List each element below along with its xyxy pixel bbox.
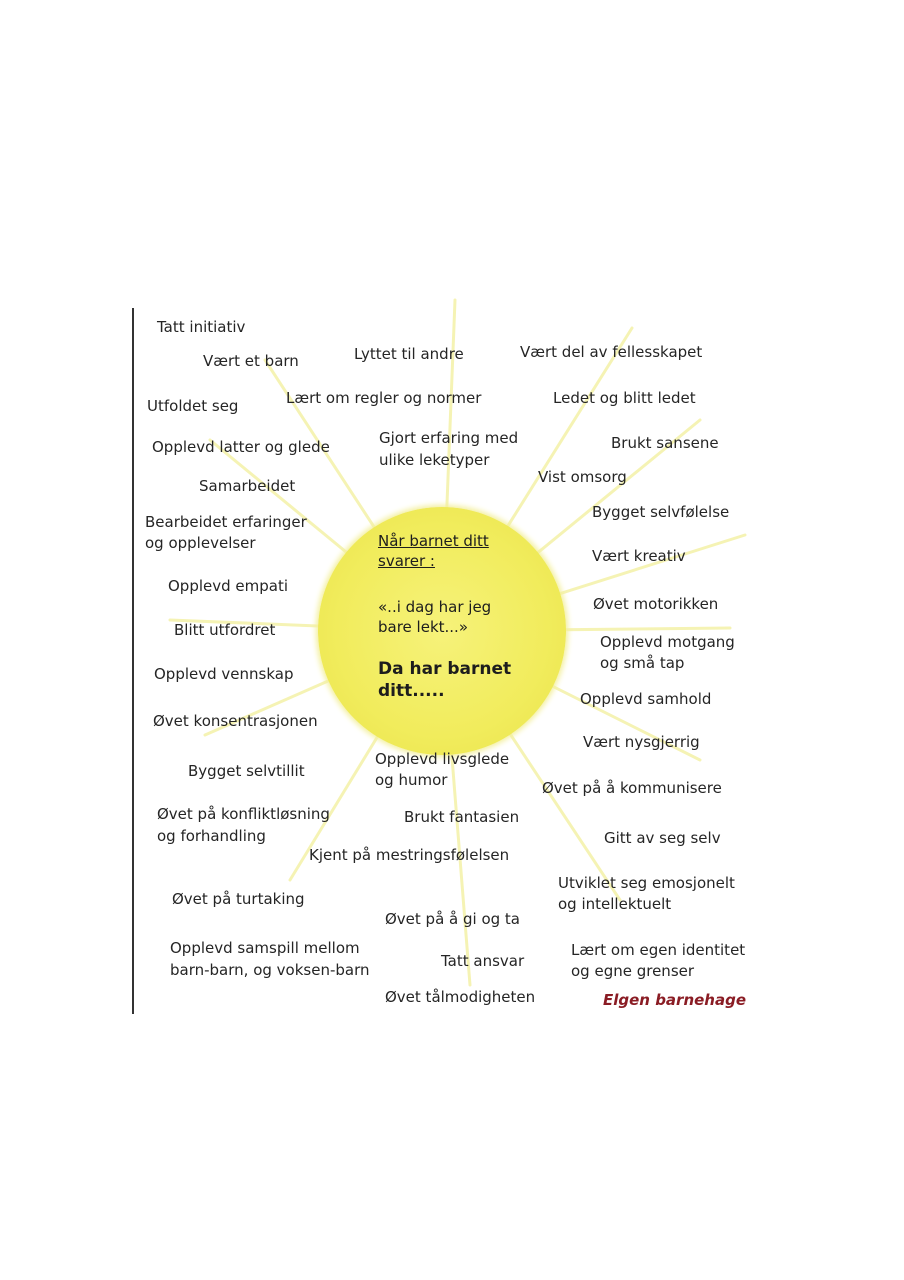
item-vaert-et-barn: Vært et barn [203, 352, 299, 370]
item-vaert-nysgjerrig: Vært nysgjerrig [583, 733, 700, 751]
item-opplevd-samspill-line1: Opplevd samspill mellom [170, 939, 360, 957]
item-gjort-erfaring-line2: ulike leketyper [379, 451, 490, 469]
item-gitt-av-seg-selv: Gitt av seg selv [604, 829, 721, 847]
item-vaert-kreativ: Vært kreativ [592, 547, 686, 565]
item-opplevd-samspill-line2: barn-barn, og voksen-barn [170, 961, 370, 979]
item-opplevd-empati: Opplevd empati [168, 577, 289, 595]
item-samarbeidet: Samarbeidet [199, 477, 296, 495]
center-quote-line2: bare lekt...» [378, 618, 468, 636]
item-bygget-selvfolelse: Bygget selvfølelse [592, 503, 730, 521]
item-utviklet-line1: Utviklet seg emosjonelt [558, 874, 735, 892]
item-ovet-gi-og-ta: Øvet på å gi og ta [385, 910, 520, 928]
item-blitt-utfordret: Blitt utfordret [174, 621, 276, 639]
item-laert-identitet-line1: Lært om egen identitet [571, 941, 746, 959]
item-tatt-initiativ: Tatt initiativ [157, 318, 246, 336]
item-ovet-talmodigheten: Øvet tålmodigheten [385, 988, 536, 1006]
item-opplevd-livsglede-line1: Opplevd livsglede [375, 750, 510, 768]
signature-elgen-barnehage: Elgen barnehage [603, 991, 747, 1009]
item-opplevd-motgang-line1: Opplevd motgang [600, 633, 735, 651]
center-heading-line1: Når barnet ditt [378, 532, 489, 550]
item-bearbeidet-line2: og opplevelser [145, 534, 256, 552]
center-conclusion-line2: ditt..... [378, 681, 445, 701]
item-brukt-fantasien: Brukt fantasien [404, 808, 520, 826]
item-utfoldet-seg: Utfoldet seg [147, 397, 239, 415]
item-ovet-konfliktlosning-line1: Øvet på konfliktløsning [157, 805, 330, 823]
item-ovet-turtaking: Øvet på turtaking [172, 890, 305, 908]
center-heading-line2: svarer : [378, 552, 435, 570]
item-ovet-konsentrasjonen: Øvet konsentrasjonen [153, 712, 318, 730]
center-conclusion-line1: Da har barnet [378, 659, 512, 679]
item-laert-om-regler: Lært om regler og normer [286, 389, 482, 407]
item-ovet-motorikken: Øvet motorikken [593, 595, 719, 613]
item-brukt-sansene: Brukt sansene [611, 434, 719, 452]
item-kjent-mestring: Kjent på mestringsfølelsen [309, 846, 510, 864]
item-ovet-kommunisere: Øvet på å kommunisere [542, 779, 722, 797]
item-bygget-selvtillit: Bygget selvtillit [188, 762, 305, 780]
item-vaert-del-av-fellesskapet: Vært del av fellesskapet [520, 343, 703, 361]
item-ledet-og-blitt-ledet: Ledet og blitt ledet [553, 389, 696, 407]
item-gjort-erfaring-line1: Gjort erfaring med [379, 429, 519, 447]
item-opplevd-motgang-line2: og små tap [600, 654, 685, 672]
item-tatt-ansvar: Tatt ansvar [441, 952, 525, 970]
item-opplevd-samhold: Opplevd samhold [580, 690, 712, 708]
item-bearbeidet-line1: Bearbeidet erfaringer [145, 513, 307, 531]
center-quote-line1: «..i dag har jeg [378, 598, 492, 616]
item-ovet-konfliktlosning-line2: og forhandling [157, 827, 266, 845]
item-vist-omsorg: Vist omsorg [538, 468, 627, 486]
item-utviklet-line2: og intellektuelt [558, 895, 672, 913]
item-opplevd-vennskap: Opplevd vennskap [154, 665, 294, 683]
item-laert-identitet-line2: og egne grenser [571, 962, 695, 980]
item-opplevd-livsglede-line2: og humor [375, 771, 448, 789]
item-lyttet-til-andre: Lyttet til andre [354, 345, 464, 363]
item-opplevd-latter: Opplevd latter og glede [152, 438, 330, 456]
